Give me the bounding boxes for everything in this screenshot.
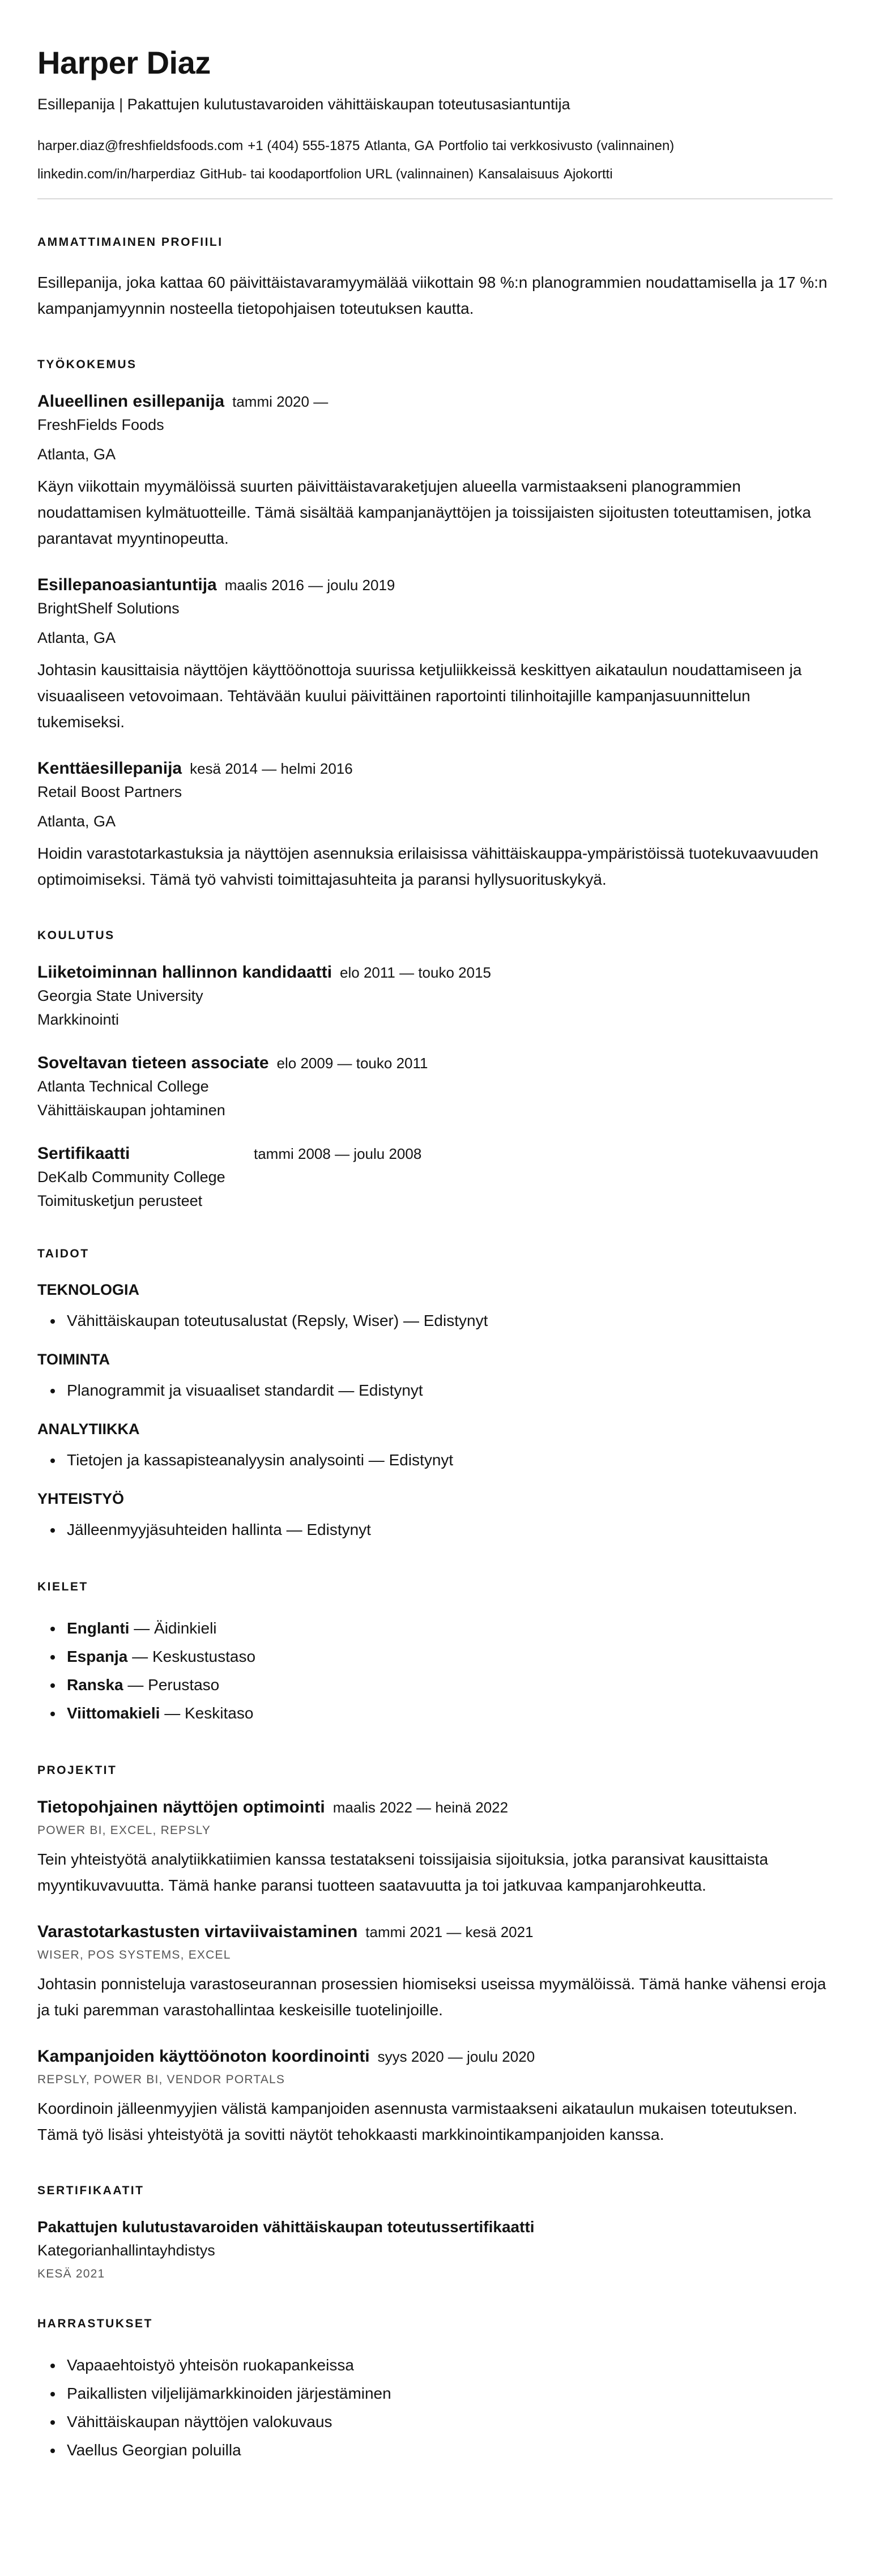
section-skills bbox=[37, 1247, 833, 1544]
school-name: DeKalb Community College bbox=[37, 1168, 225, 1185]
language-list bbox=[37, 1614, 833, 1728]
job-title: Alueellinen esillepanija bbox=[37, 392, 225, 411]
contact-row-2 bbox=[37, 165, 833, 184]
skill-group bbox=[37, 1421, 833, 1474]
job-dates: kesä 2014 — helmi 2016 bbox=[190, 760, 353, 777]
certifications-heading: SERTIFIKAATIT bbox=[37, 2184, 144, 2197]
job-description: Käyn viikottain myymälöissä suurten päivittäistavaraketjujen alueella varmistaakseni planogrammien noudattamisen kylmätuotteille. Tämä sisältää kampanjanäyttöjen ja toissijaisten sijoitusten toteuttamisen, jotka parantavat myyntinopeutta. bbox=[37, 477, 811, 547]
project-title: Tietopohjainen näyttöjen optimointi bbox=[37, 1798, 325, 1816]
section-education bbox=[37, 929, 833, 1211]
field-of-study: Markkinointi bbox=[37, 1011, 120, 1028]
job-title-row bbox=[37, 759, 833, 778]
field-of-study: Toimitusketjun perusteet bbox=[37, 1192, 203, 1209]
candidate-name: Harper Diaz bbox=[37, 45, 211, 80]
project-item bbox=[37, 1922, 833, 2023]
job-dates: tammi 2020 — bbox=[232, 393, 329, 410]
language-item bbox=[63, 1671, 833, 1699]
project-tools: POWER BI, EXCEL, REPSLY bbox=[37, 1824, 211, 1837]
resume-header bbox=[37, 44, 833, 199]
section-profile bbox=[37, 236, 833, 322]
skill-list bbox=[37, 1516, 833, 1544]
language-item bbox=[63, 1699, 833, 1728]
skills-heading: TAIDOT bbox=[37, 1247, 89, 1260]
certification-name: Pakattujen kulutustavaroiden vähittäiskaupan toteutussertifikaatti bbox=[37, 2218, 535, 2236]
degree-dates: tammi 2008 — joulu 2008 bbox=[254, 1145, 422, 1162]
project-item bbox=[37, 1798, 833, 1899]
language-level: — Äidinkieli bbox=[134, 1619, 217, 1637]
school-name: Atlanta Technical College bbox=[37, 1078, 209, 1095]
hobbies-heading: HARRASTUKSET bbox=[37, 2317, 153, 2330]
drivers-license-placeholder: Ajokortti bbox=[563, 167, 613, 182]
language-name: Viittomakieli bbox=[67, 1704, 160, 1722]
candidate-job-title: Esillepanija | Pakattujen kulutustavaroiden vähittäiskaupan toteutusasiantuntija bbox=[37, 96, 570, 113]
job-location: Atlanta, GA bbox=[37, 813, 116, 830]
skill-group-label: TEKNOLOGIA bbox=[37, 1281, 139, 1298]
experience-item bbox=[37, 575, 833, 735]
job-location: Atlanta, GA bbox=[37, 629, 116, 646]
job-title-row bbox=[37, 392, 833, 411]
hobby-item: • Vapaaehtoistyö yhteisön ruokapankeissa bbox=[63, 2351, 833, 2379]
education-heading: KOULUTUS bbox=[37, 929, 115, 942]
project-dates: maalis 2022 — heinä 2022 bbox=[332, 1799, 509, 1816]
contact-row-1 bbox=[37, 137, 833, 155]
degree-dates: elo 2009 — touko 2011 bbox=[276, 1055, 428, 1072]
skill-group bbox=[37, 1281, 833, 1335]
experience-heading: TYÖKOKEMUS bbox=[37, 358, 137, 371]
portfolio-placeholder: Portfolio tai verkkosivusto (valinnainen) bbox=[438, 138, 675, 153]
project-dates: syys 2020 — joulu 2020 bbox=[377, 2048, 535, 2065]
certification-date: KESÄ 2021 bbox=[37, 2267, 105, 2280]
degree-title: Sertifikaatti bbox=[37, 1144, 130, 1163]
education-item bbox=[37, 1144, 833, 1211]
citizenship-placeholder: Kansalaisuus bbox=[478, 167, 559, 182]
phone-number[interactable]: +1 (404) 555-1875 bbox=[248, 138, 360, 153]
skill-list bbox=[37, 1446, 833, 1474]
job-company: FreshFields Foods bbox=[37, 416, 164, 433]
hobby-item: • Paikallisten viljelijämarkkinoiden järjestäminen bbox=[63, 2379, 833, 2408]
language-name: Englanti bbox=[67, 1619, 130, 1637]
profile-heading: AMMATTIMAINEN PROFIILI bbox=[37, 236, 223, 249]
experience-item bbox=[37, 759, 833, 893]
language-level: — Perustaso bbox=[127, 1676, 220, 1694]
school-name: Georgia State University bbox=[37, 987, 203, 1004]
degree-title: Liiketoiminnan hallinnon kandidaatti bbox=[37, 963, 332, 982]
project-title-row bbox=[37, 2047, 833, 2066]
degree-title-row bbox=[37, 1054, 833, 1073]
degree-title: Soveltavan tieteen associate bbox=[37, 1054, 269, 1072]
experience-item bbox=[37, 392, 833, 552]
skill-item: • Jälleenmyyjäsuhteiden hallinta — Edistynyt bbox=[63, 1516, 833, 1544]
email-link[interactable]: harper.diaz@freshfieldsfoods.com bbox=[37, 138, 244, 153]
skill-group bbox=[37, 1490, 833, 1544]
project-item bbox=[37, 2047, 833, 2148]
section-projects bbox=[37, 1764, 833, 2148]
skill-item: • Planogrammit ja visuaaliset standardit — Edistynyt bbox=[63, 1376, 833, 1405]
languages-heading: KIELET bbox=[37, 1580, 88, 1593]
github-placeholder: GitHub- tai koodaportfolion URL (valinnainen) bbox=[199, 167, 474, 182]
project-description: Koordinoin jälleenmyyjien välistä kampanjoiden asennusta varmistaakseni aikataulun mukaisen toteutuksen. Tämä työ lisäsi yhteistyötä ja sovitti näytöt tehokkaasti markkinointikampanjoiden kanssa. bbox=[37, 2100, 798, 2143]
skill-group-label: YHTEISTYÖ bbox=[37, 1490, 125, 1507]
job-dates: maalis 2016 — joulu 2019 bbox=[224, 577, 395, 594]
language-level: — Keskitaso bbox=[164, 1704, 254, 1722]
skill-item: • Vähittäiskaupan toteutusalustat (Repsly, Wiser) — Edistynyt bbox=[63, 1307, 833, 1335]
hobby-item: • Vähittäiskaupan näyttöjen valokuvaus bbox=[63, 2408, 833, 2436]
skill-list bbox=[37, 1376, 833, 1405]
skill-group-label: ANALYTIIKKA bbox=[37, 1421, 140, 1438]
degree-title-row bbox=[37, 963, 833, 982]
field-of-study: Vähittäiskaupan johtaminen bbox=[37, 1102, 225, 1119]
project-dates: tammi 2021 — kesä 2021 bbox=[365, 1924, 534, 1940]
hobby-list bbox=[37, 2351, 833, 2464]
project-tools: REPSLY, POWER BI, VENDOR PORTALS bbox=[37, 2073, 285, 2086]
job-title-row bbox=[37, 575, 833, 595]
skill-group-label: TOIMINTA bbox=[37, 1351, 110, 1368]
degree-title-row bbox=[37, 1144, 833, 1163]
language-item bbox=[63, 1614, 833, 1643]
job-location: Atlanta, GA bbox=[37, 446, 116, 463]
section-hobbies bbox=[37, 2317, 833, 2464]
job-title: Esillepanoasiantuntija bbox=[37, 575, 217, 594]
section-languages bbox=[37, 1580, 833, 1728]
section-experience bbox=[37, 358, 833, 893]
project-title: Varastotarkastusten virtaviivaistaminen bbox=[37, 1922, 358, 1941]
language-name: Ranska bbox=[67, 1676, 123, 1694]
project-title-row bbox=[37, 1922, 833, 1942]
project-description: Johtasin ponnisteluja varastoseurannan prosessien hiomiseksi useissa myymälöissä. Tämä hanke vähensi eroja ja tuki paremman varastohallintaa keskeisille tuotelinjoille. bbox=[37, 1975, 826, 2019]
language-name: Espanja bbox=[67, 1648, 128, 1665]
degree-dates: elo 2011 — touko 2015 bbox=[340, 964, 491, 981]
profile-text: Esillepanija, joka kattaa 60 päivittäistavaramyymälää viikottain 98 %:n planogrammien noudattamisella ja 17 %:n kampanjamyynnin nosteella tietopohjaisen toteutuksen kautta. bbox=[37, 274, 828, 317]
linkedin-link[interactable]: linkedin.com/in/harperdiaz bbox=[37, 167, 195, 182]
project-title: Kampanjoiden käyttöönoton koordinointi bbox=[37, 2047, 370, 2066]
job-description: Hoidin varastotarkastuksia ja näyttöjen asennuksia erilaisissa vähittäiskauppa-ympäristöissä tuotekuvaavuuden optimoimiseksi. Tämä työ vahvisti toimittajasuhteita ja paransi hyllysuorituskykyä. bbox=[37, 845, 818, 888]
education-item bbox=[37, 1054, 833, 1120]
header-divider bbox=[37, 198, 833, 199]
skill-list bbox=[37, 1307, 833, 1335]
job-description: Johtasin kausittaisia näyttöjen käyttöönottoja suurissa ketjuliikkeissä keskittyen aikataulun noudattamiseen ja visuaaliseen vetovoimaan. Tehtävään kuului päivittäinen raportointi tilinhoitajille kampanjasuunnittelun tukemiseksi. bbox=[37, 661, 802, 731]
hobby-item: • Vaellus Georgian poluilla bbox=[63, 2436, 833, 2464]
skill-item: • Tietojen ja kassapisteanalyysin analysointi — Edistynyt bbox=[63, 1446, 833, 1474]
section-certifications bbox=[37, 2184, 833, 2281]
job-company: BrightShelf Solutions bbox=[37, 600, 180, 617]
job-company: Retail Boost Partners bbox=[37, 783, 182, 800]
education-item bbox=[37, 963, 833, 1030]
project-description: Tein yhteistyötä analytiikkatiimien kanssa testatakseni toissijaisia sijoituksia, jotka paransivat kausittaista myyntikuvavuutta. Tämä hanke paransi tuotteen saatavuutta ja toi jatkuvaa kampanjarohkeutta. bbox=[37, 1850, 769, 1894]
project-title-row bbox=[37, 1798, 833, 1817]
job-title: Kenttäesillepanija bbox=[37, 759, 182, 778]
projects-heading: PROJEKTIT bbox=[37, 1764, 117, 1777]
location-text: Atlanta, GA bbox=[364, 138, 434, 153]
language-level: — Keskustustaso bbox=[132, 1648, 256, 1665]
certification-issuer: Kategorianhallintayhdistys bbox=[37, 2242, 215, 2259]
project-tools: WISER, POS SYSTEMS, EXCEL bbox=[37, 1948, 231, 1961]
language-item bbox=[63, 1643, 833, 1671]
skill-group bbox=[37, 1351, 833, 1405]
